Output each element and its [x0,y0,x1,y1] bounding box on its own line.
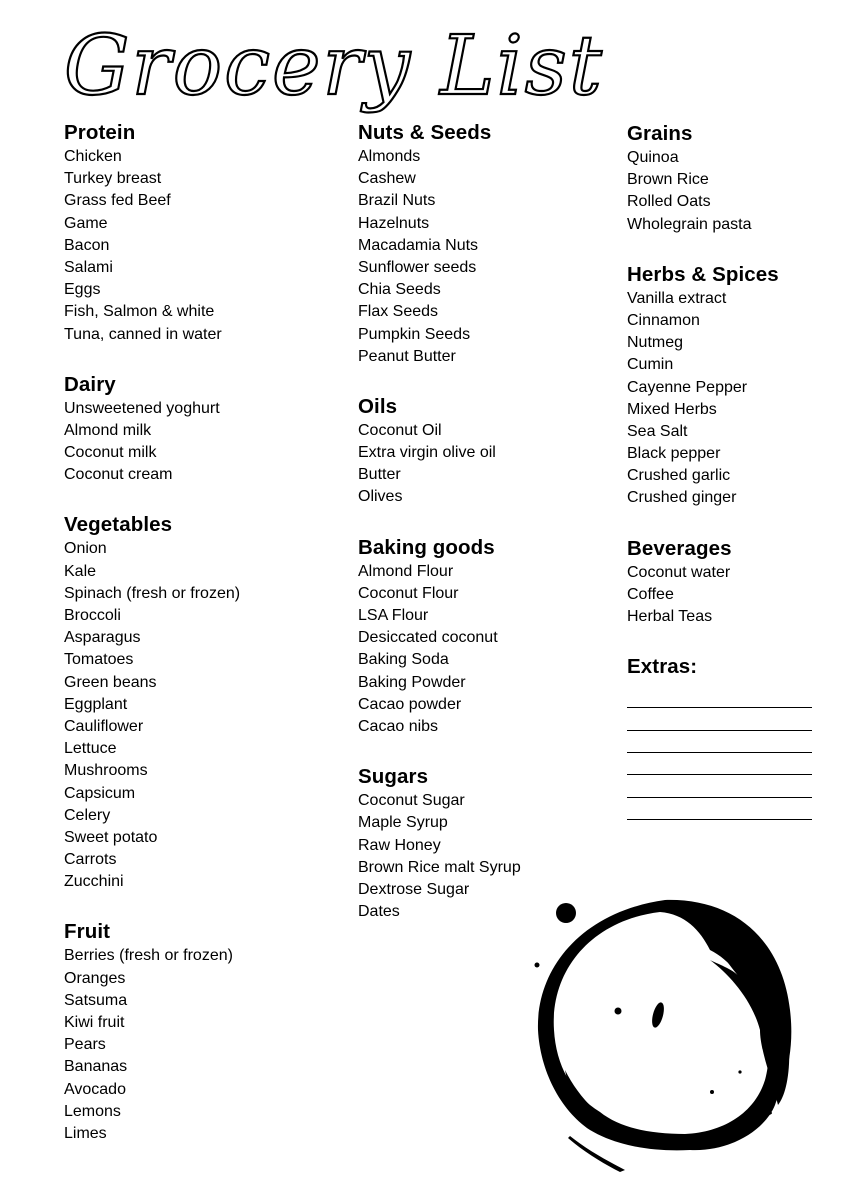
section-baking-goods [358,535,521,739]
list-item: Berries (fresh or frozen) [64,947,233,965]
list-item: Tomatoes [64,651,134,669]
section-heading: Fruit [64,920,111,944]
section-vegetables [64,512,240,893]
list-item: Limes [64,1124,107,1142]
list-item: Cinnamon [627,311,700,329]
list-item: Capsicum [64,784,136,802]
section-nuts-seeds [358,120,521,368]
list-item: Quinoa [627,149,679,166]
list-item: Mixed Herbs [627,400,717,418]
stain-drop [535,963,540,968]
section-heading: Dairy [64,372,116,396]
item-list [358,561,521,739]
list-item: Lettuce [64,740,117,758]
list-item: Coconut Sugar [358,792,465,810]
list-item: Hazelnuts [358,214,430,232]
section-spacer [358,509,521,535]
list-item: Olives [358,488,403,506]
list-item: Salami [64,258,113,276]
list-item: Almonds [358,148,421,165]
list-item: Almond milk [64,421,152,439]
list-item: Peanut Butter [358,347,456,365]
section-heading: Herbs & Spices [627,262,779,286]
list-item: Rolled Oats [627,193,711,211]
stain-drop [738,1070,741,1073]
list-item: Dates [358,903,400,921]
list-item: Pumpkin Seeds [358,325,471,343]
list-item: Cashew [358,170,416,188]
list-item: Vanilla extract [627,289,727,307]
column-right [627,121,812,820]
list-item: Sweet potato [64,828,158,846]
section-herbs-spices [627,262,812,510]
section-spacer [64,893,240,919]
list-item: Eggs [64,281,101,299]
section-dairy [64,372,240,487]
list-item: Baking Powder [358,673,466,691]
list-item: Bananas [64,1058,128,1076]
list-item: Lemons [64,1102,121,1120]
list-item: Brazil Nuts [358,192,436,210]
item-list [64,398,240,487]
list-item: Extra virgin olive oil [358,444,496,462]
list-item: Cacao powder [358,695,462,713]
list-item: Coconut water [627,563,731,581]
list-item: Maple Syrup [358,814,448,832]
list-item: Desiccated coconut [358,629,498,647]
list-item: Asparagus [64,629,141,647]
section-spacer [64,346,240,372]
item-list [627,288,812,510]
section-spacer [358,368,521,394]
list-item: Sea Salt [627,422,688,440]
item-list [358,790,521,923]
list-item: Coconut cream [64,466,173,484]
list-item: Zucchini [64,873,124,891]
list-item: Pears [64,1036,106,1054]
list-item: Onion [64,540,107,558]
section-heading: Oils [358,394,398,418]
section-spacer [627,628,812,654]
list-item: Macadamia Nuts [358,236,479,254]
column-middle [358,120,521,923]
stain-drop [764,1111,772,1115]
list-item: Black pepper [627,445,721,463]
list-item: Raw Honey [358,836,441,854]
item-list [627,562,812,629]
list-item: Nutmeg [627,334,684,352]
section-spacer [358,738,521,764]
extras-write-in-line[interactable] [627,708,812,730]
list-item: Green beans [64,673,157,691]
section-protein [64,120,240,346]
list-item: Eggplant [64,695,128,713]
list-item: LSA Flour [358,607,429,624]
list-item: Cacao nibs [358,717,439,735]
extras-write-in-line[interactable] [627,731,812,753]
item-list [64,538,240,893]
section-sugars [358,764,521,923]
list-item: Almond Flour [358,562,454,580]
list-item: Butter [358,466,401,484]
list-item: Game [64,214,108,232]
section-heading: Grains [627,122,693,145]
list-item: Crushed garlic [627,467,731,485]
stain-ring-outer [538,900,791,1150]
section-grains [627,121,812,236]
list-item: Brown Rice malt Syrup [358,858,521,876]
item-list [358,146,521,368]
stain-drop [710,1090,714,1094]
section-spacer [64,486,240,512]
list-item: Celery [64,806,111,824]
list-item: Fish, Salmon & white [64,303,215,321]
item-list [627,147,812,236]
list-item: Dextrose Sugar [358,880,470,898]
section-heading: Baking goods [358,535,495,559]
stain-drop [615,1008,622,1015]
list-item: Cayenne Pepper [627,378,748,396]
list-item: Coconut Flour [358,584,459,602]
list-item: Carrots [64,851,117,869]
list-item: Turkey breast [64,170,162,188]
extras-write-in-line[interactable] [627,798,812,820]
list-item: Cauliflower [64,717,144,735]
section-heading: Protein [64,121,136,144]
section-extras [627,654,812,820]
section-heading: Vegetables [64,513,173,537]
stain-drop [650,1001,666,1029]
column-left [64,120,240,1145]
section-fruit [64,919,240,1145]
list-item: Grass fed Beef [64,192,171,210]
item-list [64,945,240,1145]
list-item: Satsuma [64,991,128,1009]
list-item: Kale [64,562,97,580]
list-item: Cumin [627,356,674,374]
list-item: Brown Rice [627,171,709,189]
list-item: Wholegrain pasta [627,215,752,233]
list-item: Baking Soda [358,651,449,669]
section-heading: Sugars [358,765,429,789]
extras-write-in-line[interactable] [627,753,812,775]
section-heading: Beverages [627,536,732,560]
list-item: Coconut milk [64,444,157,462]
section-beverages [627,536,812,629]
list-item: Coconut Oil [358,421,442,439]
extras-write-in-line[interactable] [627,775,812,797]
section-heading: Nuts & Seeds [358,121,492,144]
list-item: Tuna, canned in water [64,325,222,343]
item-list [358,420,521,509]
list-item: Broccoli [64,607,121,624]
list-item: Avocado [64,1080,126,1098]
page-title-text: Grocery List [64,19,604,114]
list-item: Unsweetened yoghurt [64,399,220,417]
list-item: Mushrooms [64,762,148,780]
list-item: Bacon [64,236,110,254]
section-spacer [627,510,812,536]
section-oils [358,394,521,509]
list-item: Sunflower seeds [358,258,477,276]
list-item: Flax Seeds [358,303,439,321]
coffee-stain-icon [520,890,810,1180]
list-item: Oranges [64,969,126,987]
list-item: Chicken [64,148,122,165]
list-item: Crushed ginger [627,489,737,507]
list-item: Chia Seeds [358,281,441,299]
list-item: Herbal Teas [627,608,713,625]
extras-heading: Extras: [627,655,698,679]
stain-drop [556,903,576,923]
extras-write-in-line[interactable] [627,686,812,708]
item-list [64,146,240,346]
list-item: Spinach (fresh or frozen) [64,584,241,602]
extras-blank-lines [627,686,812,820]
list-item: Kiwi fruit [64,1014,125,1031]
section-spacer [627,236,812,262]
list-item: Coffee [627,585,674,603]
